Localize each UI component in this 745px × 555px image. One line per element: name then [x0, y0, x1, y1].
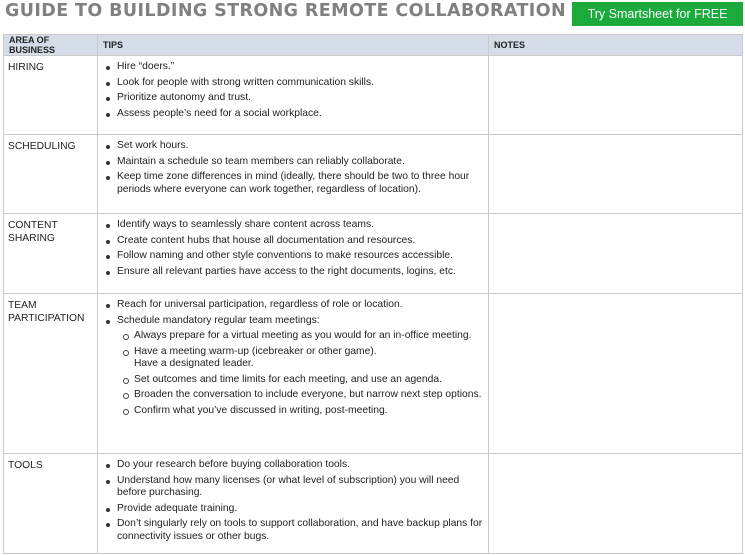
table-header-row — [4, 35, 743, 56]
list-item: Prioritize autonomy and trust. — [117, 92, 484, 105]
list-item: Maintain a schedule so team members can reliably collaborate. — [117, 156, 484, 169]
table-row — [4, 294, 743, 454]
list-item: Provide adequate training. — [117, 503, 484, 516]
header-area: AREA OF BUSINESS — [4, 35, 98, 56]
list-item: Keep time zone differences in mind (ideally, there should be two to three hour periods where everyone can work together, regardless of location). — [117, 171, 484, 196]
list-item: Identify ways to seamlessly share content across teams. — [117, 219, 484, 232]
header-tips: TIPS — [98, 35, 489, 56]
list-item: Follow naming and other style conventions to make resources accessible. — [117, 250, 484, 263]
area-cell: HIRING — [4, 56, 98, 135]
sub-list-item: Set outcomes and time limits for each meeting, and use an agenda. — [134, 374, 484, 387]
tips-cell — [98, 135, 489, 214]
header-notes: NOTES — [489, 35, 743, 56]
list-item: Create content hubs that house all documentation and resources. — [117, 235, 484, 248]
list-item: Do your research before buying collaboration tools. — [117, 459, 484, 472]
try-smartsheet-button[interactable]: Try Smartsheet for FREE — [572, 2, 743, 26]
list-item: Reach for universal participation, regardless of role or location. — [117, 299, 484, 312]
notes-cell[interactable] — [489, 294, 743, 454]
list-item: Set work hours. — [117, 140, 484, 153]
notes-cell[interactable] — [489, 56, 743, 135]
list-item: Look for people with strong written communication skills. — [117, 77, 484, 90]
area-cell: TEAM PARTICIPATION — [4, 294, 98, 454]
sub-list-item-text: Have a designated leader. — [134, 358, 254, 370]
list-item-text: Schedule mandatory regular team meetings: — [117, 314, 320, 326]
tips-cell — [98, 56, 489, 135]
area-cell: TOOLS — [4, 454, 98, 554]
sub-list-item: Always prepare for a virtual meeting as you would for an in-office meeting. — [134, 330, 484, 343]
collaboration-table — [3, 34, 743, 554]
list-item — [117, 315, 484, 418]
sub-list-item — [134, 346, 484, 371]
list-item: Understand how many licenses (or what level of subscription) you will need before purchasing. — [117, 475, 484, 500]
sub-list-item-text: Have a meeting warm-up (icebreaker or other game). — [134, 345, 377, 357]
table-row — [4, 214, 743, 294]
notes-cell[interactable] — [489, 454, 743, 554]
list-item: Assess people’s need for a social workplace. — [117, 108, 484, 121]
tips-cell — [98, 214, 489, 294]
list-item: Don’t singularly rely on tools to support collaboration, and have backup plans for connectivity issues or other bugs. — [117, 518, 483, 542]
table-row — [4, 135, 743, 214]
sub-list-item: Confirm what you’ve discussed in writing, post-meeting. — [134, 405, 484, 418]
list-item: Ensure all relevant parties have access to the right documents, logins, etc. — [117, 266, 484, 279]
page-title: GUIDE TO BUILDING STRONG REMOTE COLLABORATION — [5, 1, 567, 21]
sub-list-item: Broaden the conversation to include everyone, but narrow next step options. — [134, 389, 484, 402]
tips-cell — [98, 454, 489, 554]
list-item: Hire “doers.” — [117, 61, 484, 74]
area-cell: SCHEDULING — [4, 135, 98, 214]
sub-list — [117, 330, 484, 417]
tips-cell — [98, 294, 489, 454]
table-row — [4, 454, 743, 554]
table-row — [4, 56, 743, 135]
notes-cell[interactable] — [489, 214, 743, 294]
notes-cell[interactable] — [489, 135, 743, 214]
area-cell: CONTENT SHARING — [4, 214, 98, 294]
